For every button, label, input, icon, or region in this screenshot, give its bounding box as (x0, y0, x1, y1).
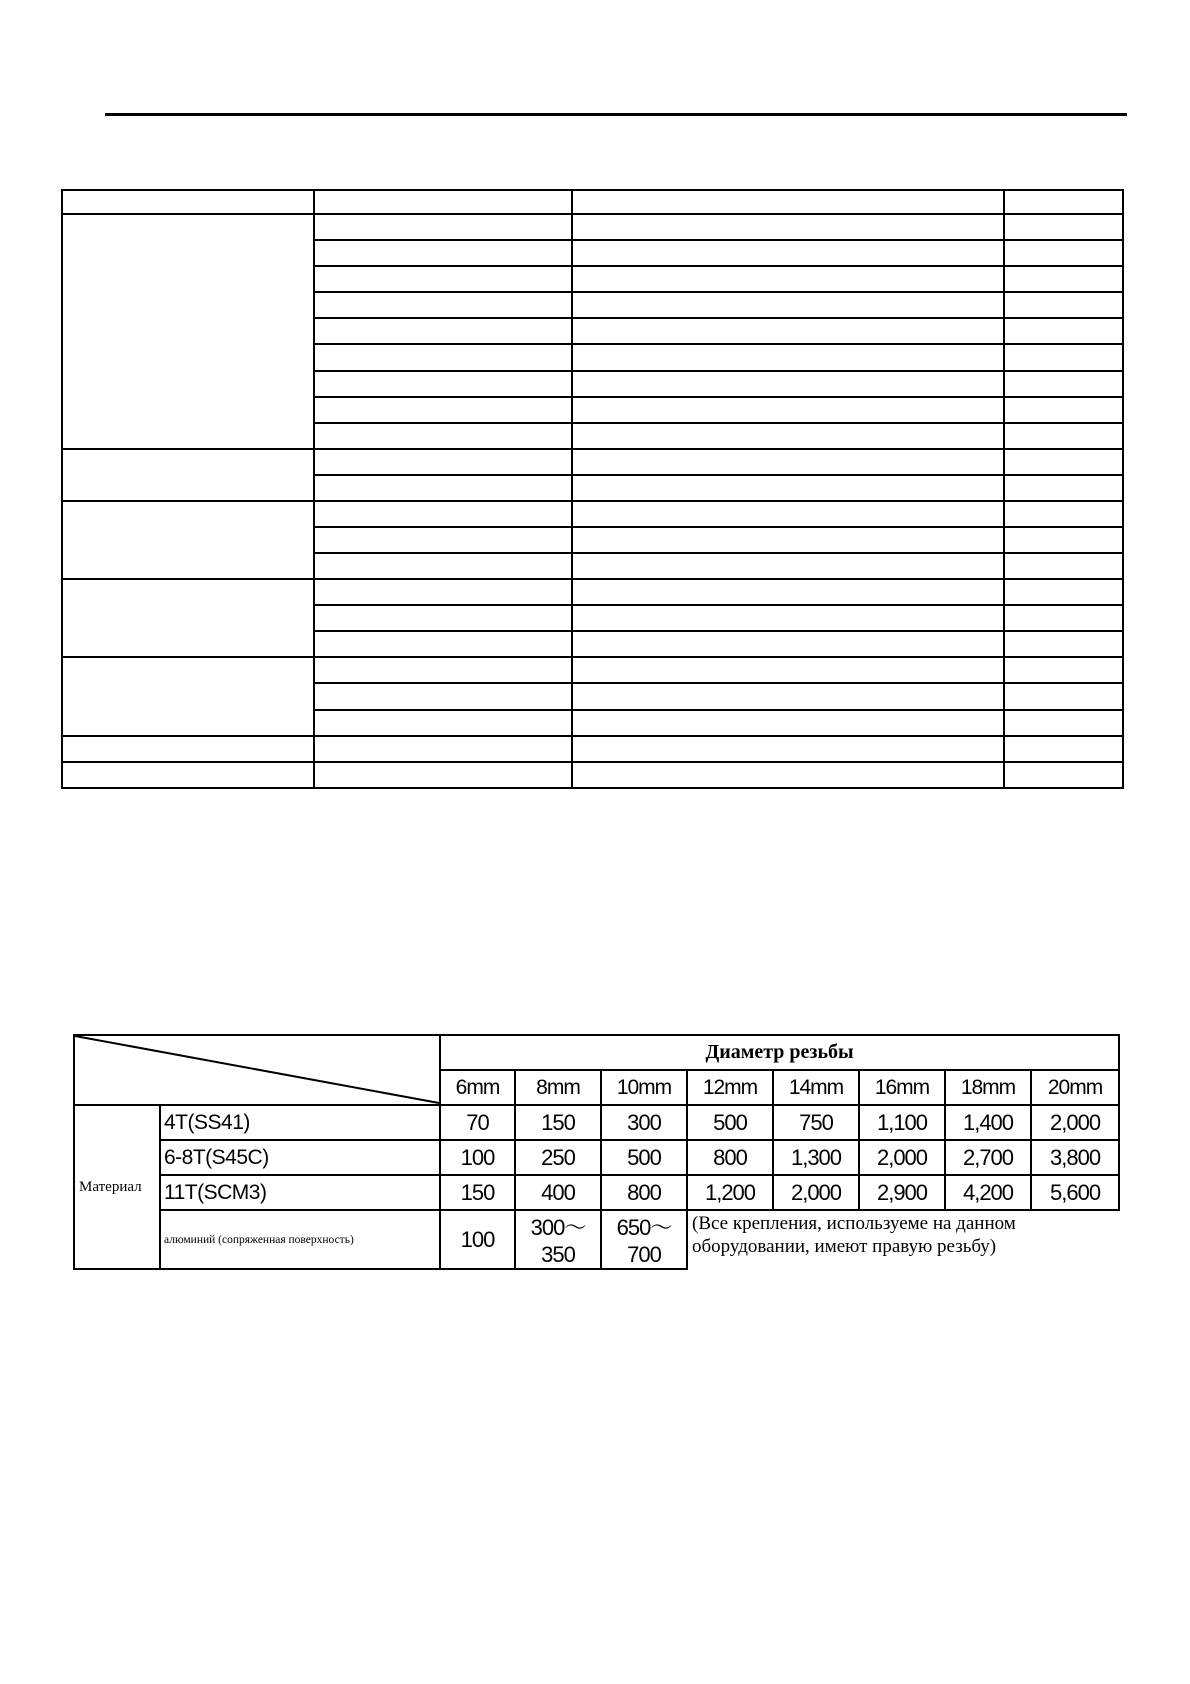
diagonal-header-line (74, 1035, 440, 1105)
spacer-cell (74, 1269, 160, 1281)
torque-value: 2,000 (1031, 1105, 1119, 1140)
torque-value: 800 (601, 1175, 687, 1210)
aluminium-label: алюминий (сопряженная поверхность) (160, 1210, 440, 1269)
grade-label: 6-8T(S45C) (160, 1140, 440, 1175)
torque-value: 500 (601, 1140, 687, 1175)
grade-label: 4T(SS41) (160, 1105, 440, 1140)
torque-value: 300～350 (515, 1210, 601, 1269)
spacer-cell (160, 1269, 440, 1281)
empty-grid-table (61, 189, 1124, 789)
torque-value: 250 (515, 1140, 601, 1175)
torque-value: 1,400 (945, 1105, 1031, 1140)
torque-value: 800 (687, 1140, 773, 1175)
note-line: оборудовании, имеют правую резьбу) (692, 1236, 997, 1257)
torque-value: 3,800 (1031, 1140, 1119, 1175)
material-label: Материал (74, 1105, 160, 1269)
torque-value: 100 (440, 1210, 515, 1269)
spacer-cell (515, 1269, 601, 1281)
table-row (62, 579, 1123, 605)
torque-value: 2,000 (773, 1175, 859, 1210)
table-row (62, 214, 1123, 240)
table-row (74, 1210, 1119, 1269)
note-line: (Все крепления, используеме на данном (692, 1213, 1016, 1234)
size-cell: 6mm (440, 1070, 515, 1105)
torque-table-container (73, 1034, 1120, 1274)
torque-value: 300 (601, 1105, 687, 1140)
table-row (74, 1105, 1119, 1140)
size-cell: 14mm (773, 1070, 859, 1105)
torque-value: 150 (515, 1105, 601, 1140)
table-row (74, 1175, 1119, 1210)
top-horizontal-rule (105, 113, 1127, 116)
table-row (62, 501, 1123, 527)
size-cell: 12mm (687, 1070, 773, 1105)
torque-value: 1,200 (687, 1175, 773, 1210)
thread-diameter-title: Диаметр резьбы (440, 1035, 1119, 1070)
torque-value: 500 (687, 1105, 773, 1140)
torque-value: 4,200 (945, 1175, 1031, 1210)
size-cell: 10mm (601, 1070, 687, 1105)
torque-value: 100 (440, 1140, 515, 1175)
torque-value: 1,100 (859, 1105, 945, 1140)
size-cell: 20mm (1031, 1070, 1119, 1105)
table-row (74, 1140, 1119, 1175)
torque-value: 2,000 (859, 1140, 945, 1175)
table-row (62, 736, 1123, 762)
grade-label: 11T(SCM3) (160, 1175, 440, 1210)
table-row (62, 190, 1123, 214)
table-row (62, 657, 1123, 683)
torque-value: 650～700 (601, 1210, 687, 1269)
torque-value: 400 (515, 1175, 601, 1210)
torque-value: 2,700 (945, 1140, 1031, 1175)
table-row (62, 762, 1123, 788)
torque-value: 1,300 (773, 1140, 859, 1175)
spacer-cell (440, 1269, 515, 1281)
torque-value: 750 (773, 1105, 859, 1140)
right-hand-thread-note (687, 1210, 1119, 1281)
size-cell: 18mm (945, 1070, 1031, 1105)
table-row (62, 449, 1123, 475)
torque-value: 5,600 (1031, 1175, 1119, 1210)
torque-value: 70 (440, 1105, 515, 1140)
size-cell: 16mm (859, 1070, 945, 1105)
torque-value: 150 (440, 1175, 515, 1210)
spacer-cell (601, 1269, 687, 1281)
torque-value: 2,900 (859, 1175, 945, 1210)
size-cell: 8mm (515, 1070, 601, 1105)
